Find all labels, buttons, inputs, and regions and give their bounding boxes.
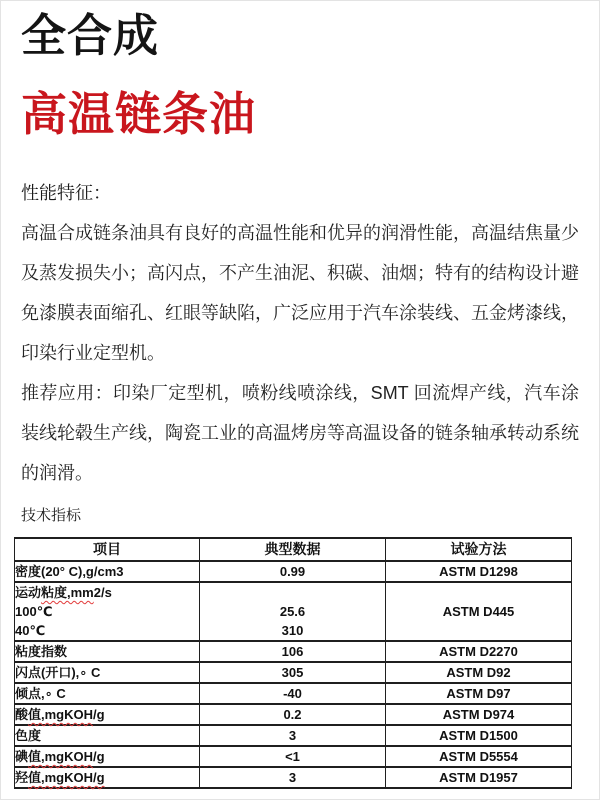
spec-table-caption: 技术指标 bbox=[21, 507, 82, 524]
table-row bbox=[15, 582, 572, 641]
typical-data-value: 3 bbox=[288, 728, 297, 743]
spec-table-header bbox=[15, 538, 572, 561]
typical-data-cell bbox=[200, 561, 386, 582]
typical-data-value: <1 bbox=[285, 749, 300, 764]
spec-table bbox=[14, 537, 572, 789]
typical-data-cell bbox=[200, 662, 386, 683]
item-label: 酸值,mgKOH/g bbox=[15, 707, 105, 722]
typical-data-value: -40 bbox=[283, 686, 302, 701]
table-row bbox=[15, 662, 572, 683]
item-cell bbox=[15, 704, 200, 725]
typical-data-value: 106 bbox=[281, 644, 304, 659]
typical-data-value: 25.6 bbox=[279, 604, 306, 619]
typical-data-value: 0.2 bbox=[283, 707, 302, 722]
item-cell bbox=[15, 725, 200, 746]
item-label: 40℃ bbox=[15, 623, 46, 638]
spellcheck-underlined-text: 粘度,mm bbox=[41, 585, 94, 600]
typical-data-value: 310 bbox=[281, 623, 304, 638]
test-method-cell: ASTM D92 bbox=[386, 662, 572, 683]
typical-data-cell bbox=[200, 767, 386, 788]
table-row bbox=[15, 767, 572, 788]
test-method-cell: ASTM D1957 bbox=[386, 767, 572, 788]
typical-data-cell bbox=[200, 641, 386, 662]
typical-data-value: 305 bbox=[281, 665, 304, 680]
features-section-label: 性能特征： bbox=[21, 183, 111, 203]
item-label: 运动粘度,mm2/s bbox=[15, 585, 112, 600]
test-method-cell: ASTM D1500 bbox=[386, 725, 572, 746]
test-method-cell: ASTM D445 bbox=[386, 582, 572, 641]
item-label: 100℃ bbox=[15, 604, 53, 619]
header-row bbox=[15, 538, 572, 561]
item-cell bbox=[15, 767, 200, 788]
typical-data-cell bbox=[200, 725, 386, 746]
table-row bbox=[15, 704, 572, 725]
typical-data-cell bbox=[200, 683, 386, 704]
item-label: 色度 bbox=[15, 728, 42, 743]
item-cell bbox=[15, 662, 200, 683]
table-row bbox=[15, 683, 572, 704]
spellcheck-underlined-text: 值,mgKOH bbox=[28, 749, 94, 764]
item-label: 倾点,∘ C bbox=[15, 686, 66, 701]
item-cell bbox=[15, 641, 200, 662]
table-row bbox=[15, 641, 572, 662]
item-label: 粘度指数 bbox=[15, 644, 68, 659]
typical-data-value bbox=[200, 583, 385, 602]
item-cell bbox=[15, 746, 200, 767]
spellcheck-underlined-text: 值,mgKOH/g bbox=[28, 770, 105, 785]
table-row bbox=[15, 746, 572, 767]
applications-paragraph: 推荐应用：印染厂定型机，喷粉线喷涂线，SMT 回流焊产线，汽车涂装线轮毂生产线，陶瓷工业的高温烤房等高温设备的链条轴承转动系统的润滑。 bbox=[21, 383, 579, 483]
test-method-cell: ASTM D5554 bbox=[386, 746, 572, 767]
test-method-cell: ASTM D2270 bbox=[386, 641, 572, 662]
typical-data-cell bbox=[200, 746, 386, 767]
typical-data-value: 0.99 bbox=[279, 564, 306, 579]
test-method-cell: ASTM D97 bbox=[386, 683, 572, 704]
item-cell bbox=[15, 582, 200, 641]
item-label: 碘值,mgKOH/g bbox=[15, 749, 105, 764]
header-item: 项目 bbox=[15, 538, 200, 561]
item-cell bbox=[15, 561, 200, 582]
features-paragraph: 高温合成链条油具有良好的高温性能和优异的润滑性能，高温结焦量少及蒸发损失小；高闪点，不产生油泥、积碳、油烟；特有的结构设计避免漆膜表面缩孔、红眼等缺陷，广泛应用于汽车涂装线、五金烤漆线，印染行业定型机。 bbox=[21, 223, 579, 363]
header-test-method: 试验方法 bbox=[386, 538, 572, 561]
product-title-line1: 全合成 bbox=[21, 10, 160, 61]
typical-data-value: 3 bbox=[288, 770, 297, 785]
typical-data-cell bbox=[200, 582, 386, 641]
item-label: 闪点(开口),∘ C bbox=[15, 665, 101, 680]
product-title-line2: 高温链条油 bbox=[21, 88, 256, 140]
typical-data-cell bbox=[200, 704, 386, 725]
test-method-cell: ASTM D974 bbox=[386, 704, 572, 725]
table-row bbox=[15, 561, 572, 582]
table-row bbox=[15, 725, 572, 746]
item-cell bbox=[15, 683, 200, 704]
item-label: 密度(20° C),g/cm3 bbox=[15, 564, 124, 579]
spec-table-body bbox=[15, 561, 572, 788]
item-label: 羟值,mgKOH/g bbox=[15, 770, 105, 785]
spellcheck-underlined-text: 值,mgKOH bbox=[28, 707, 94, 722]
header-typical-data: 典型数据 bbox=[200, 538, 386, 561]
test-method-cell: ASTM D1298 bbox=[386, 561, 572, 582]
